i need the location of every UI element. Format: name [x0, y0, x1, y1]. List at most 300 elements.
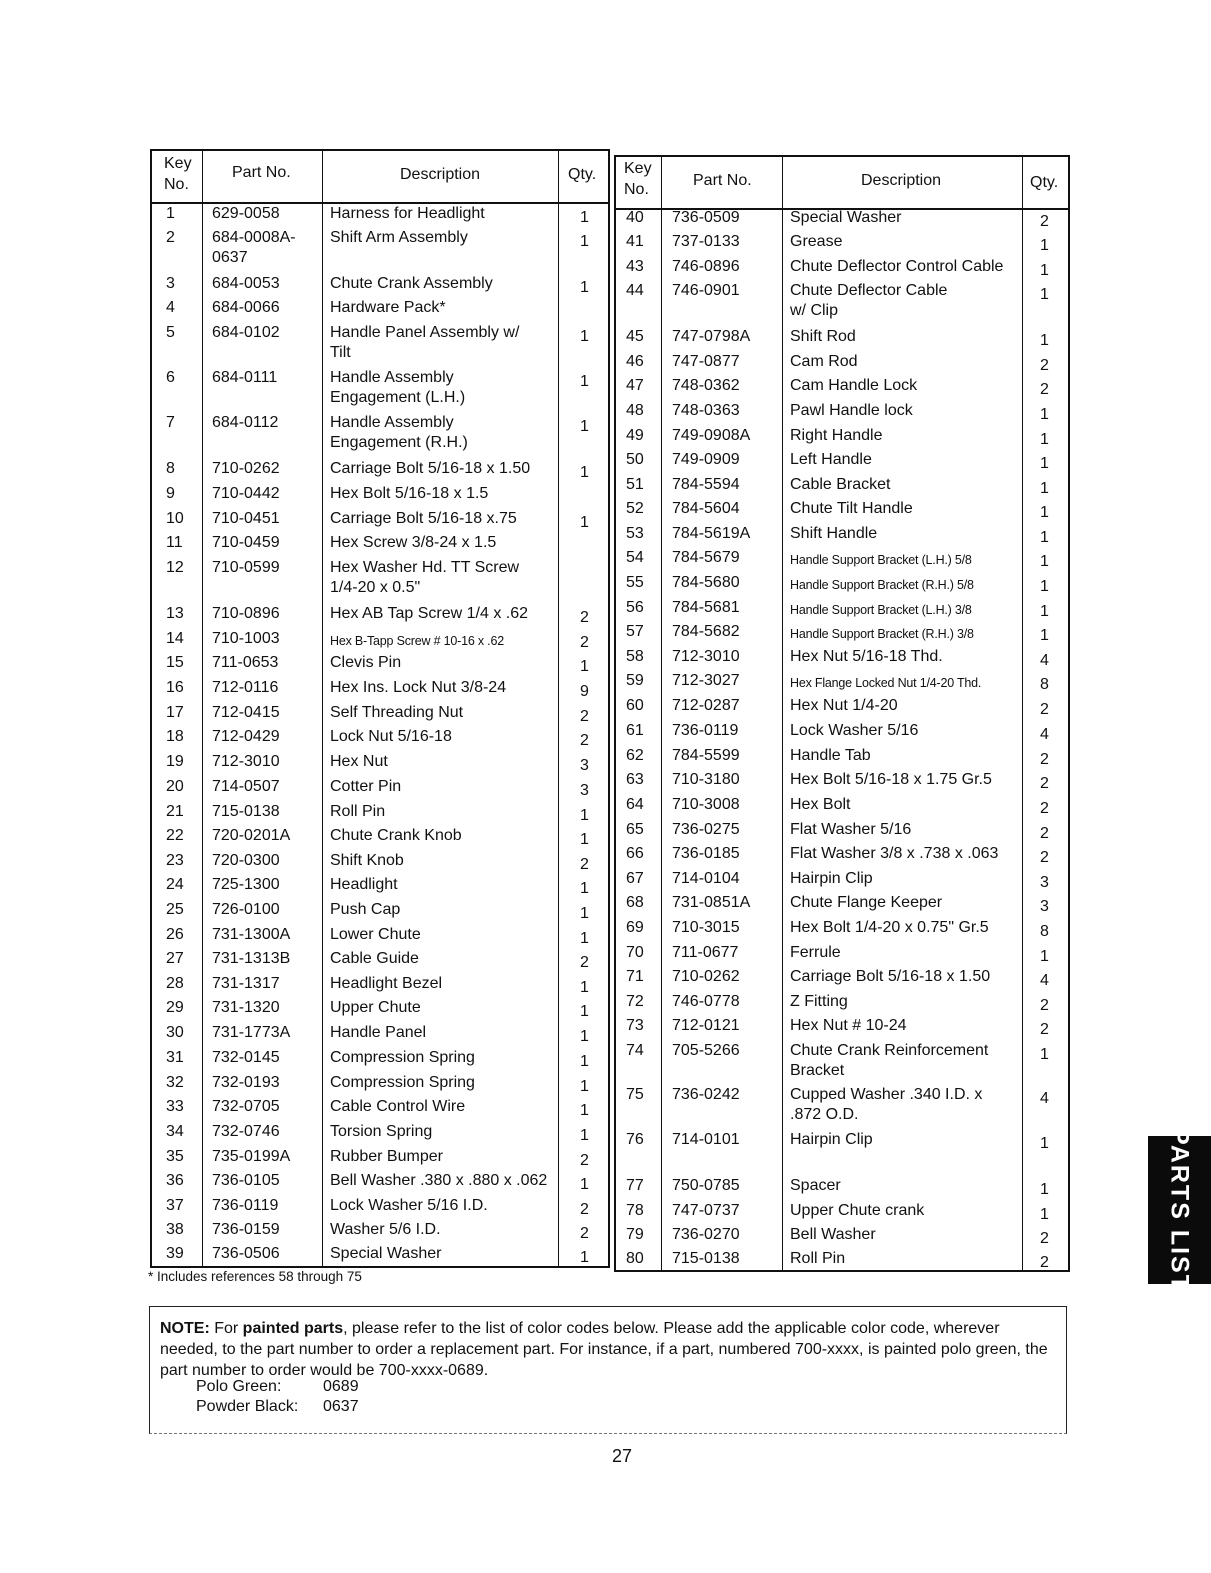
- right-desc-cell: Shift Rod: [790, 328, 856, 345]
- left-part-cell: 710-0262: [212, 460, 280, 477]
- right-qty-cell: 2: [1040, 775, 1049, 792]
- right-part-cell: 736-0119: [672, 722, 739, 739]
- left-desc-cell: Lock Nut 5/16-18: [330, 728, 452, 745]
- right-part-cell: 747-0877: [672, 353, 740, 370]
- left-desc-cell: Rubber Bumper: [330, 1148, 443, 1165]
- left-part-cell: 732-0193: [212, 1074, 280, 1091]
- left-part-cell: 712-3010: [212, 753, 280, 770]
- right-part-cell: 712-0287: [672, 697, 740, 714]
- left-qty-cell: 2: [580, 1201, 589, 1218]
- right-qty-cell: 3: [1040, 874, 1049, 891]
- column-divider: [782, 157, 783, 1270]
- right-qty-cell: 1: [1040, 262, 1049, 279]
- right-part-cell: 731-0851A: [672, 894, 751, 911]
- left-qty-cell: 1: [580, 1003, 589, 1020]
- right-key-cell: 55: [626, 574, 644, 591]
- left-part-cell: 710-0442: [212, 485, 280, 502]
- right-qty-cell: 4: [1040, 652, 1049, 669]
- right-desc-cell: Hairpin Clip: [790, 1131, 873, 1148]
- header-qty: Qty.: [568, 166, 597, 183]
- left-desc-cell: Lower Chute: [330, 926, 421, 943]
- right-desc-cell: Carriage Bolt 5/16-18 x 1.50: [790, 968, 991, 985]
- note-text-before: For: [209, 1320, 243, 1337]
- note-text: [160, 1318, 1050, 1381]
- left-qty-cell: 1: [580, 233, 589, 250]
- right-desc-cell: Cupped Washer .340 I.D. x .872 O.D.: [790, 1086, 983, 1123]
- right-part-cell: 712-0121: [672, 1017, 740, 1034]
- right-key-cell: 79: [626, 1226, 644, 1243]
- left-key-cell: 26: [166, 926, 184, 943]
- right-part-cell: 746-0778: [672, 993, 740, 1010]
- left-key-cell: 18: [166, 728, 184, 745]
- left-part-cell: 736-0119: [212, 1197, 279, 1214]
- right-key-cell: 48: [626, 402, 644, 419]
- color-name-polo-green: Polo Green:: [196, 1378, 282, 1395]
- right-qty-cell: 1: [1040, 1046, 1049, 1063]
- right-desc-cell: Spacer: [790, 1177, 841, 1194]
- left-key-cell: 21: [166, 803, 184, 820]
- right-qty-cell: 2: [1040, 849, 1049, 866]
- right-desc-cell: Chute Flange Keeper: [790, 894, 943, 911]
- left-desc-cell: Hex Washer Hd. TT Screw 1/4-20 x 0.5": [330, 559, 520, 596]
- right-desc-cell: Cam Handle Lock: [790, 377, 918, 394]
- right-key-cell: 43: [626, 258, 644, 275]
- left-key-cell: 30: [166, 1024, 184, 1041]
- right-key-cell: 80: [626, 1250, 644, 1267]
- right-qty-cell: 1: [1040, 332, 1049, 349]
- left-part-cell: 710-0896: [212, 605, 280, 622]
- left-qty-cell: 1: [580, 514, 589, 531]
- right-part-cell: 714-0101: [672, 1131, 740, 1148]
- right-part-cell: 705-5266: [672, 1042, 740, 1059]
- right-desc-cell: Handle Tab: [790, 747, 871, 764]
- right-key-cell: 52: [626, 500, 644, 517]
- right-desc-cell: Handle Support Bracket (L.H.) 3/8: [790, 603, 972, 617]
- left-part-cell: 684-0102: [212, 324, 280, 341]
- header-key-no: Key No.: [164, 155, 192, 193]
- left-desc-cell: Bell Washer .380 x .880 x .062: [330, 1172, 548, 1189]
- right-qty-cell: 1: [1040, 504, 1049, 521]
- right-desc-cell: Handle Support Bracket (R.H.) 5/8: [790, 578, 974, 592]
- left-key-cell: 9: [166, 485, 175, 502]
- left-key-cell: 29: [166, 999, 184, 1016]
- right-desc-cell: Right Handle: [790, 427, 883, 444]
- left-part-cell: 732-0145: [212, 1049, 280, 1066]
- left-desc-cell: Cable Control Wire: [330, 1098, 466, 1115]
- left-desc-cell: Headlight: [330, 876, 398, 893]
- right-desc-cell: Bell Washer: [790, 1226, 876, 1243]
- left-part-cell: 731-1300A: [212, 926, 291, 943]
- left-qty-cell: 1: [580, 464, 589, 481]
- left-part-cell: 684-0111: [212, 369, 278, 386]
- right-desc-cell: Flat Washer 5/16: [790, 821, 912, 838]
- left-desc-cell: Cotter Pin: [330, 778, 402, 795]
- left-key-cell: 5: [166, 324, 175, 341]
- right-qty-cell: 2: [1040, 357, 1049, 374]
- right-qty-cell: 1: [1040, 578, 1049, 595]
- right-key-cell: 66: [626, 845, 644, 862]
- right-part-cell: 737-0133: [672, 233, 740, 250]
- left-desc-cell: Hardware Pack*: [330, 299, 446, 316]
- left-qty-cell: 1: [580, 1078, 589, 1095]
- right-desc-cell: Left Handle: [790, 451, 872, 468]
- right-part-cell: 712-3010: [672, 648, 740, 665]
- right-key-cell: 61: [626, 722, 644, 739]
- right-desc-cell: Cable Bracket: [790, 476, 891, 493]
- left-key-cell: 14: [166, 630, 184, 647]
- left-part-cell: 710-0459: [212, 534, 280, 551]
- right-desc-cell: Hex Nut 5/16-18 Thd.: [790, 648, 943, 665]
- right-qty-cell: 8: [1040, 676, 1049, 693]
- left-key-cell: 13: [166, 605, 184, 622]
- left-qty-cell: 2: [580, 609, 589, 626]
- left-part-cell: 731-1317: [212, 975, 280, 992]
- left-qty-cell: 2: [580, 708, 589, 725]
- left-key-cell: 2: [166, 229, 175, 246]
- left-key-cell: 39: [166, 1245, 184, 1262]
- right-part-cell: 710-3180: [672, 771, 740, 788]
- parts-table-left: [150, 149, 610, 1268]
- left-key-cell: 1: [166, 205, 175, 222]
- right-qty-cell: 2: [1040, 213, 1049, 230]
- left-desc-cell: Washer 5/6 I.D.: [330, 1221, 441, 1238]
- left-part-cell: 714-0507: [212, 778, 280, 795]
- left-key-cell: 17: [166, 704, 184, 721]
- right-key-cell: 78: [626, 1202, 644, 1219]
- right-key-cell: 64: [626, 796, 644, 813]
- left-part-cell: 710-0599: [212, 559, 280, 576]
- right-key-cell: 53: [626, 525, 644, 542]
- left-key-cell: 35: [166, 1148, 184, 1165]
- left-qty-cell: 2: [580, 1225, 589, 1242]
- left-part-cell: 735-0199A: [212, 1148, 291, 1165]
- color-code-powder-black: 0637: [323, 1398, 359, 1415]
- header-qty: Qty.: [1030, 174, 1059, 191]
- left-part-cell: 731-1313B: [212, 950, 291, 967]
- note-text-after: , please refer to the list of color codes below. Please add the applicable color code, wherever needed, to the part number to order a replacement part. For instance, if a part, numbered 700-xxxx, is painted polo green, the part number to order would be 700-xxxx-0689.: [160, 1320, 1048, 1379]
- left-part-cell: 732-0746: [212, 1123, 280, 1140]
- parts-list-tab-label: PARTS LIST: [1165, 1128, 1194, 1292]
- left-part-cell: 684-0008A- 0637: [212, 229, 296, 266]
- right-key-cell: 62: [626, 747, 644, 764]
- left-qty-cell: 1: [580, 979, 589, 996]
- left-part-cell: 712-0415: [212, 704, 280, 721]
- right-qty-cell: 1: [1040, 627, 1049, 644]
- left-desc-cell: Shift Arm Assembly: [330, 229, 468, 246]
- left-key-cell: 16: [166, 679, 184, 696]
- right-part-cell: 746-0896: [672, 258, 740, 275]
- column-divider: [558, 151, 559, 1266]
- left-key-cell: 28: [166, 975, 184, 992]
- left-desc-cell: Upper Chute: [330, 999, 421, 1016]
- right-qty-cell: 2: [1040, 800, 1049, 817]
- column-divider: [202, 151, 203, 1266]
- left-desc-cell: Harness for Headlight: [330, 205, 485, 222]
- right-part-cell: 784-5679: [672, 549, 740, 566]
- right-part-cell: 712-3027: [672, 672, 740, 689]
- right-desc-cell: Ferrule: [790, 944, 841, 961]
- left-part-cell: 712-0429: [212, 728, 280, 745]
- left-key-cell: 32: [166, 1074, 184, 1091]
- right-part-cell: 784-5619A: [672, 525, 751, 542]
- right-qty-cell: 1: [1040, 603, 1049, 620]
- left-qty-cell: 1: [580, 1053, 589, 1070]
- left-part-cell: 684-0053: [212, 275, 280, 292]
- right-key-cell: 58: [626, 648, 644, 665]
- right-part-cell: 715-0138: [672, 1250, 740, 1267]
- right-key-cell: 54: [626, 549, 644, 566]
- right-part-cell: 747-0798A: [672, 328, 751, 345]
- left-qty-cell: 1: [580, 807, 589, 824]
- right-part-cell: 750-0785: [672, 1177, 740, 1194]
- note-bold: painted parts: [242, 1320, 344, 1337]
- left-key-cell: 6: [166, 369, 175, 386]
- right-key-cell: 65: [626, 821, 644, 838]
- right-part-cell: 784-5681: [672, 599, 740, 616]
- right-desc-cell: Cam Rod: [790, 353, 858, 370]
- left-desc-cell: Push Cap: [330, 901, 401, 918]
- left-desc-cell: Handle Panel Assembly w/ Tilt: [330, 324, 520, 361]
- right-qty-cell: 3: [1040, 898, 1049, 915]
- right-desc-cell: Chute Deflector Cable w/ Clip: [790, 282, 948, 319]
- left-desc-cell: Handle Assembly Engagement (L.H.): [330, 369, 466, 406]
- left-desc-cell: Shift Knob: [330, 852, 404, 869]
- right-key-cell: 45: [626, 328, 644, 345]
- left-qty-cell: 2: [580, 954, 589, 971]
- left-key-cell: 37: [166, 1197, 184, 1214]
- right-part-cell: 711-0677: [672, 944, 739, 961]
- left-key-cell: 7: [166, 414, 175, 431]
- left-key-cell: 10: [166, 510, 184, 527]
- left-desc-cell: Special Washer: [330, 1245, 442, 1262]
- left-qty-cell: 1: [580, 905, 589, 922]
- left-key-cell: 3: [166, 275, 175, 292]
- left-part-cell: 725-1300: [212, 876, 280, 893]
- left-part-cell: 710-1003: [212, 630, 280, 647]
- left-part-cell: 715-0138: [212, 803, 280, 820]
- right-key-cell: 40: [626, 209, 644, 226]
- right-desc-cell: Upper Chute crank: [790, 1202, 925, 1219]
- right-desc-cell: Roll Pin: [790, 1250, 846, 1267]
- right-qty-cell: 4: [1040, 726, 1049, 743]
- left-qty-cell: 1: [580, 1028, 589, 1045]
- left-desc-cell: Cable Guide: [330, 950, 419, 967]
- left-desc-cell: Clevis Pin: [330, 654, 402, 671]
- right-key-cell: 59: [626, 672, 644, 689]
- right-desc-cell: Hex Flange Locked Nut 1/4-20 Thd.: [790, 676, 982, 690]
- left-qty-cell: 1: [580, 930, 589, 947]
- left-qty-cell: 9: [580, 683, 589, 700]
- right-key-cell: 47: [626, 377, 644, 394]
- left-part-cell: 720-0300: [212, 852, 280, 869]
- color-code-polo-green: 0689: [323, 1378, 359, 1395]
- left-key-cell: 38: [166, 1221, 184, 1238]
- right-key-cell: 73: [626, 1017, 644, 1034]
- left-qty-cell: 2: [580, 856, 589, 873]
- left-qty-cell: 1: [580, 880, 589, 897]
- right-qty-cell: 2: [1040, 1021, 1049, 1038]
- right-desc-cell: Chute Deflector Control Cable: [790, 258, 1004, 275]
- right-part-cell: 714-0104: [672, 870, 740, 887]
- left-key-cell: 24: [166, 876, 184, 893]
- header-part-no: Part No.: [232, 164, 291, 181]
- left-desc-cell: Hex Nut: [330, 753, 388, 770]
- left-desc-cell: Handle Panel: [330, 1024, 427, 1041]
- left-desc-cell: Hex AB Tap Screw 1/4 x .62: [330, 605, 529, 622]
- right-key-cell: 67: [626, 870, 644, 887]
- right-qty-cell: 1: [1040, 1135, 1049, 1152]
- left-key-cell: 33: [166, 1098, 184, 1115]
- left-qty-cell: 2: [580, 634, 589, 651]
- right-key-cell: 63: [626, 771, 644, 788]
- right-desc-cell: Chute Crank Reinforcement Bracket: [790, 1042, 989, 1079]
- left-desc-cell: Chute Crank Knob: [330, 827, 462, 844]
- left-key-cell: 20: [166, 778, 184, 795]
- left-qty-cell: 3: [580, 782, 589, 799]
- right-key-cell: 69: [626, 919, 644, 936]
- right-desc-cell: Hex Bolt: [790, 796, 851, 813]
- right-part-cell: 736-0242: [672, 1086, 740, 1103]
- left-qty-cell: 1: [580, 1102, 589, 1119]
- left-part-cell: 732-0705: [212, 1098, 280, 1115]
- right-key-cell: 71: [626, 968, 644, 985]
- left-part-cell: 731-1773A: [212, 1024, 291, 1041]
- left-desc-cell: Roll Pin: [330, 803, 386, 820]
- left-part-cell: 726-0100: [212, 901, 280, 918]
- left-qty-cell: 1: [580, 418, 589, 435]
- header-part-no: Part No.: [693, 172, 752, 189]
- right-key-cell: 49: [626, 427, 644, 444]
- right-qty-cell: 2: [1040, 751, 1049, 768]
- right-qty-cell: 4: [1040, 972, 1049, 989]
- right-desc-cell: Hex Bolt 5/16-18 x 1.75 Gr.5: [790, 771, 992, 788]
- left-desc-cell: Chute Crank Assembly: [330, 275, 493, 292]
- right-part-cell: 736-0275: [672, 821, 740, 838]
- right-key-cell: 74: [626, 1042, 644, 1059]
- left-key-cell: 19: [166, 753, 184, 770]
- right-qty-cell: 1: [1040, 1206, 1049, 1223]
- left-desc-cell: Carriage Bolt 5/16-18 x.75: [330, 510, 517, 527]
- left-desc-cell: Headlight Bezel: [330, 975, 443, 992]
- left-key-cell: 23: [166, 852, 184, 869]
- right-desc-cell: Hex Bolt 1/4-20 x 0.75" Gr.5: [790, 919, 989, 936]
- right-part-cell: 749-0909: [672, 451, 740, 468]
- left-qty-cell: 1: [580, 831, 589, 848]
- left-qty-cell: 1: [580, 1127, 589, 1144]
- right-part-cell: 784-5594: [672, 476, 740, 493]
- right-qty-cell: 2: [1040, 1254, 1049, 1271]
- right-key-cell: 72: [626, 993, 644, 1010]
- left-key-cell: 15: [166, 654, 184, 671]
- right-part-cell: 747-0737: [672, 1202, 740, 1219]
- right-part-cell: 784-5682: [672, 623, 740, 640]
- left-part-cell: 710-0451: [212, 510, 280, 527]
- header-description: Description: [861, 172, 942, 189]
- right-part-cell: 736-0270: [672, 1226, 740, 1243]
- right-part-cell: 736-0185: [672, 845, 740, 862]
- left-desc-cell: Handle Assembly Engagement (R.H.): [330, 414, 468, 451]
- left-qty-cell: 3: [580, 757, 589, 774]
- left-part-cell: 629-0058: [212, 205, 280, 222]
- right-part-cell: 784-5680: [672, 574, 740, 591]
- right-desc-cell: Shift Handle: [790, 525, 878, 542]
- left-qty-cell: 1: [580, 279, 589, 296]
- right-desc-cell: Hex Nut # 10-24: [790, 1017, 907, 1034]
- right-key-cell: 56: [626, 599, 644, 616]
- left-qty-cell: 2: [580, 732, 589, 749]
- left-part-cell: 711-0653: [212, 654, 279, 671]
- left-key-cell: 31: [166, 1049, 184, 1066]
- right-desc-cell: Special Washer: [790, 209, 902, 226]
- parts-table-right: [614, 155, 1070, 1272]
- left-part-cell: 731-1320: [212, 999, 280, 1016]
- left-part-cell: 720-0201A: [212, 827, 291, 844]
- right-qty-cell: 1: [1040, 948, 1049, 965]
- left-qty-cell: 1: [580, 373, 589, 390]
- column-divider: [661, 157, 662, 1270]
- left-part-cell: 736-0159: [212, 1221, 280, 1238]
- left-key-cell: 22: [166, 827, 184, 844]
- left-part-cell: 736-0105: [212, 1172, 280, 1189]
- left-desc-cell: Compression Spring: [330, 1049, 475, 1066]
- parts-list-tab: [1148, 1128, 1211, 1292]
- left-key-cell: 34: [166, 1123, 184, 1140]
- right-qty-cell: 1: [1040, 529, 1049, 546]
- left-part-cell: 684-0112: [212, 414, 279, 431]
- right-part-cell: 710-3008: [672, 796, 740, 813]
- right-desc-cell: Hairpin Clip: [790, 870, 873, 887]
- right-key-cell: 51: [626, 476, 644, 493]
- left-qty-cell: 1: [580, 1176, 589, 1193]
- right-qty-cell: 1: [1040, 406, 1049, 423]
- right-key-cell: 50: [626, 451, 644, 468]
- left-qty-cell: 1: [580, 658, 589, 675]
- header-key-no: Key No.: [624, 160, 652, 198]
- right-part-cell: 749-0908A: [672, 427, 751, 444]
- column-divider: [1022, 157, 1023, 1270]
- right-qty-cell: 1: [1040, 286, 1049, 303]
- right-qty-cell: 2: [1040, 701, 1049, 718]
- right-qty-cell: 4: [1040, 1090, 1049, 1107]
- right-desc-cell: Flat Washer 3/8 x .738 x .063: [790, 845, 999, 862]
- right-part-cell: 748-0362: [672, 377, 740, 394]
- right-qty-cell: 1: [1040, 237, 1049, 254]
- note-box: [149, 1306, 1067, 1434]
- left-key-cell: 4: [166, 299, 175, 316]
- right-qty-cell: 2: [1040, 381, 1049, 398]
- left-desc-cell: Hex B-Tapp Screw # 10-16 x .62: [330, 634, 504, 648]
- right-qty-cell: 2: [1040, 997, 1049, 1014]
- left-key-cell: 11: [166, 534, 183, 551]
- right-key-cell: 76: [626, 1131, 644, 1148]
- left-desc-cell: Self Threading Nut: [330, 704, 464, 721]
- left-key-cell: 27: [166, 950, 184, 967]
- right-key-cell: 46: [626, 353, 644, 370]
- right-desc-cell: Handle Support Bracket (R.H.) 3/8: [790, 627, 974, 641]
- right-desc-cell: Handle Support Bracket (L.H.) 5/8: [790, 553, 972, 567]
- left-part-cell: 736-0506: [212, 1245, 280, 1262]
- left-key-cell: 12: [166, 559, 184, 576]
- right-desc-cell: Lock Washer 5/16: [790, 722, 919, 739]
- right-key-cell: 70: [626, 944, 644, 961]
- right-part-cell: 748-0363: [672, 402, 740, 419]
- left-desc-cell: Hex Ins. Lock Nut 3/8-24: [330, 679, 507, 696]
- color-name-powder-black: Powder Black:: [196, 1398, 299, 1415]
- right-part-cell: 746-0901: [672, 282, 740, 299]
- left-key-cell: 36: [166, 1172, 184, 1189]
- left-key-cell: 8: [166, 460, 175, 477]
- right-key-cell: 57: [626, 623, 644, 640]
